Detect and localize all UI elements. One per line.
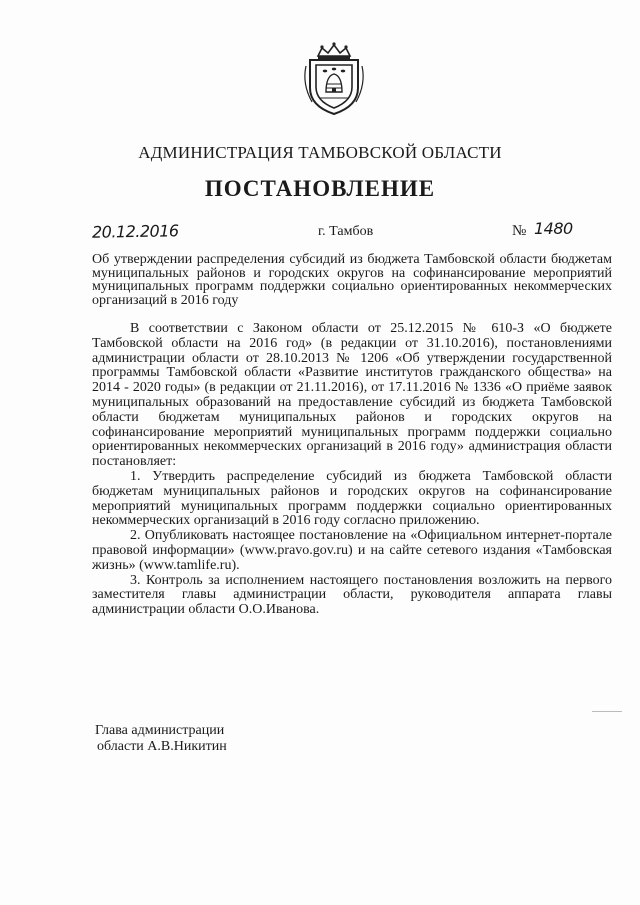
document-number: 1480 [534, 219, 573, 238]
item-3-paragraph: 3. Контроль за исполнением настоящего постановления возложить на первого заместителя главы администрации области, руководителя аппарата главы администрации области О.О.Иванова. [92, 572, 612, 618]
document-body [92, 322, 612, 618]
item-1-paragraph: 1. Утвердить распределение субсидий из бюджета Тамбовской области бюджетам муниципальных районов и городских округов на софинансирование мероприятий муниципальных программ поддержки социально ориентированных некоммерческих организаций в 2016 году согласно приложению. [92, 468, 612, 529]
document-number-label: № [512, 223, 527, 239]
document-type: ПОСТАНОВЛЕНИЕ [204, 176, 436, 201]
signature-line-2: области А.В.Никитин [97, 738, 227, 754]
document-subject: Об утверждении распределения субсидий из бюджета Тамбовской области бюджетам муниципальных районов и городских округов на софинансирование мероприятий муниципальных программ поддержки социально ориентированных некоммерческих организаций в 2016 году [92, 252, 612, 308]
coat-of-arms-icon [296, 40, 372, 116]
scan-artifact [592, 711, 622, 712]
document-date: 20.12.2016 [91, 221, 179, 242]
preamble-paragraph: В соответствии с Законом области от 25.12.2015 № 610-З «О бюджете Тамбовской области на 2016 год» (в редакции от 31.10.2016), постановлениями администрации области от 28.10.2013 № 1206 «Об утверждении государственной программы Тамбовской области «Развитие институтов гражданского общества» на 2014 - 2020 годы» (в редакции от 21.11.2016), от 17.11.2016 № 1336 «О приёме заявок муниципальных образований на предоставление субсидий из бюджета Тамбовской области бюджетам муниципальных районов и городских округов на софинансирование мероприятий муниципальных программ поддержки социально ориентированных некоммерческих организаций в 2016 году» администрация области постановляет: [92, 321, 612, 470]
document-city: г. Тамбов [318, 224, 374, 239]
signature-block [95, 723, 227, 754]
item-2-paragraph: 2. Опубликовать настоящее постановление на «Официальном интернет-портале правовой информации» (www.pravo.gov.ru) и на сайте сетевого издания «Тамбовская жизнь» (www.tamlife.ru). [92, 528, 612, 573]
agency-name: АДМИНИСТРАЦИЯ ТАМБОВСКОЙ ОБЛАСТИ [138, 143, 502, 162]
signature-line-1: Глава администрации [95, 723, 225, 738]
